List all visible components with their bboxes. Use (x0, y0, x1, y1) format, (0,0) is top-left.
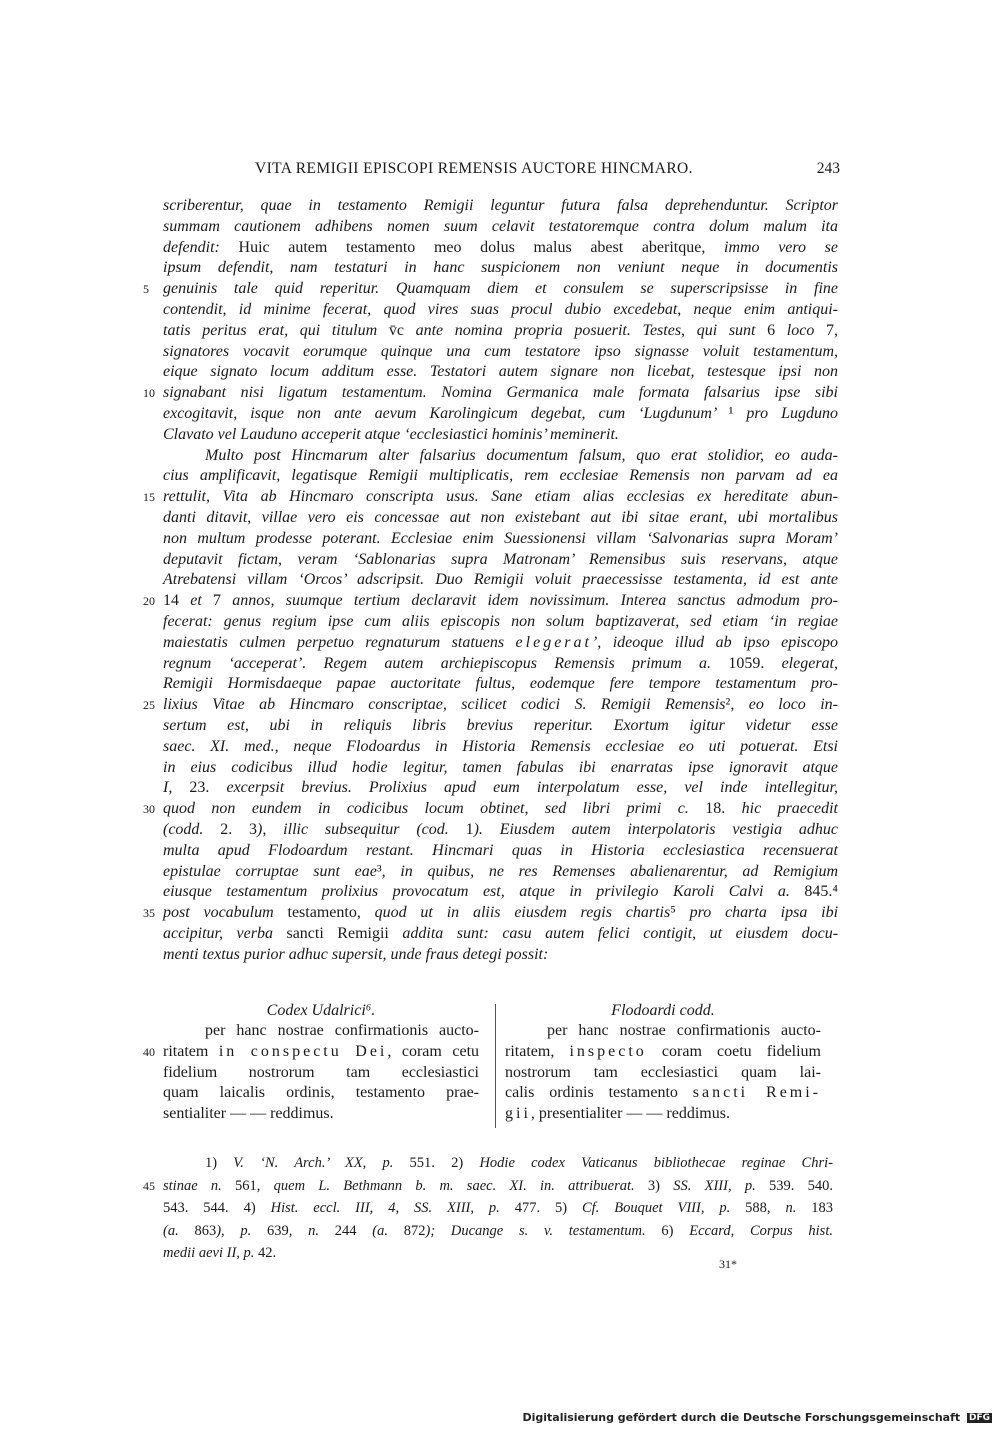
text-segment: signabant nisi ligatum testamentum. Nomina Germanica male formata falsarius ipse sibi (163, 384, 838, 402)
text-segment: excerpsit brevius. Prolixius apud eum interpolatum esse, vel inde intellegitur, (209, 779, 839, 797)
main-text (143, 196, 839, 965)
text-segment: Hist. eccl. III, 4, SS. XIII, p. (270, 1200, 515, 1216)
text-line (505, 1021, 821, 1042)
text-segment: genuinis tale quid reperitur. Quamquam diem et consulem se superscripsisse in fine (163, 280, 838, 298)
text-segment: SS. XIII, p. (673, 1177, 769, 1194)
text-line (163, 633, 838, 654)
text-segment: 244 (334, 1222, 357, 1239)
page-title: VITA REMIGII EPISCOPI REMENSIS AUCTORE HINCMARO. (255, 160, 693, 177)
text-segment: ’, ideoque illud ab ipso episcopo (591, 633, 839, 651)
text-segment: 551. (409, 1155, 435, 1171)
text-segment: ² (725, 696, 731, 714)
text-segment: Clavato vel Lauduno acceperit atque ‘ecclesiastici hominis’ meminerit. (163, 425, 619, 443)
text-segment: post vocabulum (163, 904, 288, 922)
text-line (163, 1197, 833, 1220)
text-segment: 639, (267, 1222, 293, 1239)
line-number: 20 (143, 594, 155, 609)
text-segment: 4) (228, 1200, 271, 1216)
text-line (143, 799, 839, 820)
text-line (143, 383, 838, 404)
text-segment: Atrebatensi villam ‘Orcos’ adscripsit. Duo Remigii voluit praecessisse testamenta, id est ante (163, 571, 838, 589)
text-line (163, 466, 838, 487)
text-line (505, 1063, 821, 1084)
text-segment: 872 (403, 1222, 426, 1239)
text-segment: immo vero se (724, 238, 839, 256)
text-segment: 6 (767, 321, 776, 339)
text-segment: , in quibus, ne res Remenses abalienarentur, ad Remigium (381, 862, 838, 880)
text-segment: ritatem (163, 1042, 219, 1060)
text-line (505, 1083, 821, 1104)
text-segment: quod ut in aliis eiusdem regis chartis (374, 904, 671, 922)
text-segment: 1 (465, 820, 474, 838)
text-line (163, 570, 838, 591)
text-line (163, 321, 838, 342)
text-segment: inspecto (569, 1042, 647, 1060)
text-segment: 42. (258, 1245, 277, 1261)
text-segment: saec. XI. med., neque Flodoardus in Historia Remensis ecclesiae eo uti potuerat. Etsi (163, 737, 838, 755)
text-segment: deputavit fictam, veram ‘Sablonarias supra Matronam’ Remensibus suis reservans, atque (163, 550, 838, 568)
text-segment: sancti Remigii (286, 924, 403, 942)
text-line (163, 1152, 833, 1175)
text-segment: ritatem, (505, 1042, 570, 1060)
text-segment: 7, (826, 321, 838, 339)
text-segment: ), illic subsequitur (cod. (257, 820, 466, 838)
text-segment: sertum est, ubi in reliquis libris brevius reperitur. Exortum igitur videtur esse (163, 716, 838, 734)
text-segment: , presentialiter — — reddimus. (530, 1105, 730, 1123)
text-segment: 2) (434, 1155, 480, 1171)
text-segment: 23. (189, 779, 210, 797)
text-segment: medii aevi II, p. (163, 1245, 259, 1261)
text-segment: 6) (645, 1222, 690, 1239)
text-line (163, 737, 838, 758)
text-segment: ipsum defendit, nam testaturi in hanc suspicionem non veniunt neque in documentis (163, 259, 838, 277)
text-segment: n. (770, 1200, 812, 1216)
text-segment: addita sunt: casu autem felici contigit, ut eiusdem docu- (402, 924, 839, 942)
text-segment: Eccard, Corpus hist. (689, 1222, 833, 1239)
text-line (163, 654, 838, 675)
text-line (163, 1063, 479, 1084)
text-segment: nostrorum tam ecclesiastici quam lai- (505, 1063, 821, 1081)
text-segment: (codd. (163, 820, 221, 838)
text-line (143, 903, 839, 924)
text-segment: I, (163, 779, 190, 797)
text-line (163, 508, 838, 529)
text-segment: 183 (811, 1200, 834, 1216)
text-segment: 561, (235, 1177, 261, 1194)
text-segment: accipitur, verba (163, 924, 287, 942)
text-segment: contendit, id minime fecerat, quod vires suas procul dubio excedebat, neque enim antiqui- (163, 300, 838, 318)
text-segment: annos, suumque tertium declaravit idem novissimum. Interea sanctus admodum pro- (221, 592, 839, 610)
line-number: 10 (143, 386, 155, 401)
text-segment: calis ordinis testamento (505, 1084, 693, 1102)
text-line (163, 342, 838, 363)
footnotes (143, 1152, 834, 1265)
text-line (505, 1042, 821, 1063)
page-number: 243 (816, 160, 840, 177)
text-segment: stinae n. (163, 1177, 236, 1194)
text-line (163, 758, 838, 779)
text-segment: n. (292, 1222, 335, 1239)
text-segment: per hanc nostrae confirmationis aucto- (205, 1022, 479, 1039)
dfg-logo: DFG (968, 1413, 990, 1423)
text-line (163, 1104, 479, 1125)
text-segment: testamento, (287, 904, 375, 922)
text-segment: fecerat: genus regium ipse cum aliis episcopis non solum baptizaverat, sed etiam ‘in regiae (163, 612, 838, 630)
text-line (163, 778, 838, 799)
column-title: Flodoardi codd. (611, 1002, 715, 1019)
text-segment: quem L. Bethmann b. m. saec. XI. in. attribuerat. (260, 1177, 635, 1194)
text-line (163, 1021, 479, 1042)
text-segment: signatores vocavit eorumque quinque una cum testatore ipso signasse voluit testamentum, (163, 342, 838, 360)
text-segment: , coram cetu (387, 1042, 480, 1060)
text-segment: eique signato locum additum esse. Testatori autem signare non licebat, testesque ipsi non (163, 363, 838, 381)
text-segment: Remigii Hormisdaeque papae auctoritate fultus, eodemque fere tempore testamentum pro- (163, 675, 838, 693)
text-segment: V. ‘N. Arch.’ XX, p. (233, 1155, 410, 1171)
text-segment: quam laicalis ordinis, testamento prae- (163, 1084, 479, 1102)
text-segment: regnum ‘acceperat’. Regem autem archiepiscopus Remensis primum a. (163, 654, 729, 672)
text-line (163, 529, 838, 550)
text-line (143, 695, 839, 716)
text-segment: menti textus purior adhuc supersit, unde fraus detegi possit: (163, 945, 549, 963)
text-segment: ³ (376, 862, 382, 880)
text-segment: 863 (194, 1222, 217, 1239)
text-line (163, 550, 838, 571)
text-segment: epistulae corruptae sunt eae (163, 862, 377, 880)
text-segment: 845.⁴ (804, 883, 838, 901)
text-segment: danti ditavit, villae vero eis concessae aut non existebant aut ibi sitae erant, ubi mortalibus (163, 508, 838, 526)
text-segment: , eo loco in- (730, 696, 839, 714)
text-segment: sentialiter — — reddimus. (163, 1105, 334, 1123)
text-segment: 1) (205, 1155, 234, 1171)
text-segment: in eius codicibus illud hodie legitur, tamen fabulas ibi enarratas ipse ignoravit atque (163, 758, 838, 776)
text-segment: ¹ (728, 404, 734, 422)
text-segment: Multo post Hincmarum alter falsarius documentum falsum, quo erat stolidior, eo auda- (205, 446, 838, 464)
text-line (143, 1042, 480, 1063)
text-line (163, 841, 838, 862)
column-title: Codex Udalrici⁶. (266, 1002, 376, 1019)
text-line (163, 1083, 479, 1104)
column-codex-udalrici (143, 1000, 480, 1125)
column-flodoardi-codd (505, 1000, 821, 1125)
text-line (163, 924, 838, 945)
text-line (143, 1175, 833, 1198)
text-line (163, 425, 838, 446)
text-segment: quod non eundem in codicibus locum obtinet, sed libri primi c. (163, 800, 706, 818)
line-number: 45 (143, 1178, 155, 1193)
line-number: 5 (143, 282, 149, 297)
text-segment: 588, (745, 1200, 771, 1216)
text-segment: multa apud Flodoardum restant. Hincmari quas in Historia ecclesiastica recensuerat (163, 841, 838, 859)
text-line (163, 945, 838, 966)
text-line (143, 279, 838, 300)
text-segment: in conspectu Dei (218, 1042, 388, 1060)
text-segment: et (179, 592, 214, 610)
text-segment: maiestatis culmen perpetuo regnaturum statuens (163, 633, 516, 651)
text-segment: rettulit, Vita ab Hincmaro conscripta usus. Sane etiam alias ecclesias ex hereditate abun- (163, 488, 838, 506)
text-segment: (a. (356, 1222, 404, 1239)
text-line (163, 217, 838, 238)
text-line (163, 862, 838, 883)
text-segment: summam cautionem adhibens nomen suum celavit testatoremque contra dolum malum ita (163, 217, 838, 235)
text-segment: 14 (163, 592, 179, 610)
sheet-signature: 31* (719, 1257, 737, 1271)
text-segment: defendit: (163, 238, 239, 256)
text-segment: coram coetu fidelium (646, 1042, 822, 1060)
text-segment: 5) (540, 1200, 583, 1216)
text-segment: 18. (705, 800, 726, 818)
text-segment: gii (505, 1105, 531, 1123)
text-line (163, 196, 838, 217)
text-segment: lixius Vitae ab Hincmaro conscriptae, scilicet codici S. Remigii Remensis (163, 696, 726, 714)
line-number: 15 (143, 490, 155, 505)
text-segment: excogitavit, isque non ante aevum Karolingicum degebat, cum ‘Lugdunum’ (163, 404, 729, 422)
text-segment: non multum prodesse poterant. Ecclesiae enim Suessionensi villam ‘Salvonarias supra Moram’ (163, 529, 838, 547)
line-number: 40 (143, 1044, 155, 1059)
text-segment: pro charta ipsa ibi (675, 904, 839, 922)
text-line (163, 258, 838, 279)
text-segment: loco (775, 321, 826, 339)
text-line (163, 238, 838, 259)
text-line (143, 591, 839, 612)
text-line (163, 674, 838, 695)
digitization-credit (522, 1411, 992, 1424)
text-line (163, 612, 838, 633)
text-line (163, 362, 838, 383)
text-line (505, 1104, 821, 1125)
text-line (163, 446, 838, 467)
text-segment: Hodie codex Vaticanus bibliothecae reginae Chri- (479, 1155, 833, 1171)
text-segment: hic praecedit (725, 800, 839, 818)
text-line (163, 300, 838, 321)
text-segment: sancti Remi- (692, 1084, 822, 1102)
running-header (255, 160, 840, 182)
text-segment: elegerat, (764, 654, 839, 672)
text-segment: v̄c (388, 321, 404, 339)
text-segment: ⁵ (670, 904, 676, 922)
text-line (163, 1220, 833, 1243)
credit-text: Digitalisierung gefördert durch die Deutsche Forschungsgemeinschaft (522, 1411, 961, 1424)
text-line (143, 487, 838, 508)
text-segment: 1059. (728, 654, 765, 672)
text-segment: fidelium nostrorum tam ecclesiastici (163, 1063, 479, 1081)
text-segment: Huic autem testamento meo dolus malus abest aberitque, (238, 238, 724, 256)
text-segment: 3) (634, 1177, 674, 1194)
text-segment: 477. (514, 1200, 541, 1216)
parallel-columns (143, 1000, 838, 1130)
text-line (163, 716, 838, 737)
text-segment: ante nomina propria posuerit. Testes, qui sunt (403, 321, 768, 339)
text-segment: ). Eiusdem autem interpolatoris vestigia adhuc (473, 820, 839, 838)
text-line (163, 882, 838, 903)
text-segment: Cf. Bouquet VIII, p. (582, 1200, 746, 1216)
text-segment: 543. 544. (163, 1200, 229, 1216)
column-divider (495, 1004, 496, 1128)
text-segment: ); Ducange s. v. testamentum. (425, 1222, 646, 1239)
text-line (163, 820, 838, 841)
text-segment: tatis peritus erat, qui titulum (163, 321, 389, 339)
text-segment: 7 (213, 592, 222, 610)
text-segment: cius amplificavit, legatisque Remigii multiplicatis, rem ecclesiae Remensis non parvam ad ea (163, 467, 838, 485)
line-number: 25 (143, 698, 155, 713)
line-number: 30 (143, 802, 155, 817)
text-segment: 2. 3 (220, 820, 258, 838)
line-number: 35 (143, 906, 155, 921)
text-segment: eiusque testamentum prolixius provocatum est, atque in privilegio Karoli Calvi a. (163, 883, 805, 901)
text-segment: pro Lugduno (733, 404, 839, 422)
text-segment: 539. 540. (768, 1177, 833, 1194)
text-segment: scriberentur, quae in testamento Remigii leguntur futura falsa deprehenduntur. Scriptor (163, 197, 838, 214)
text-line (163, 404, 838, 425)
text-segment: elegerat (515, 633, 592, 651)
text-segment: ), p. (216, 1222, 268, 1239)
text-segment: per hanc nostrae confirmationis aucto- (547, 1022, 821, 1039)
text-segment: (a. (163, 1222, 195, 1239)
